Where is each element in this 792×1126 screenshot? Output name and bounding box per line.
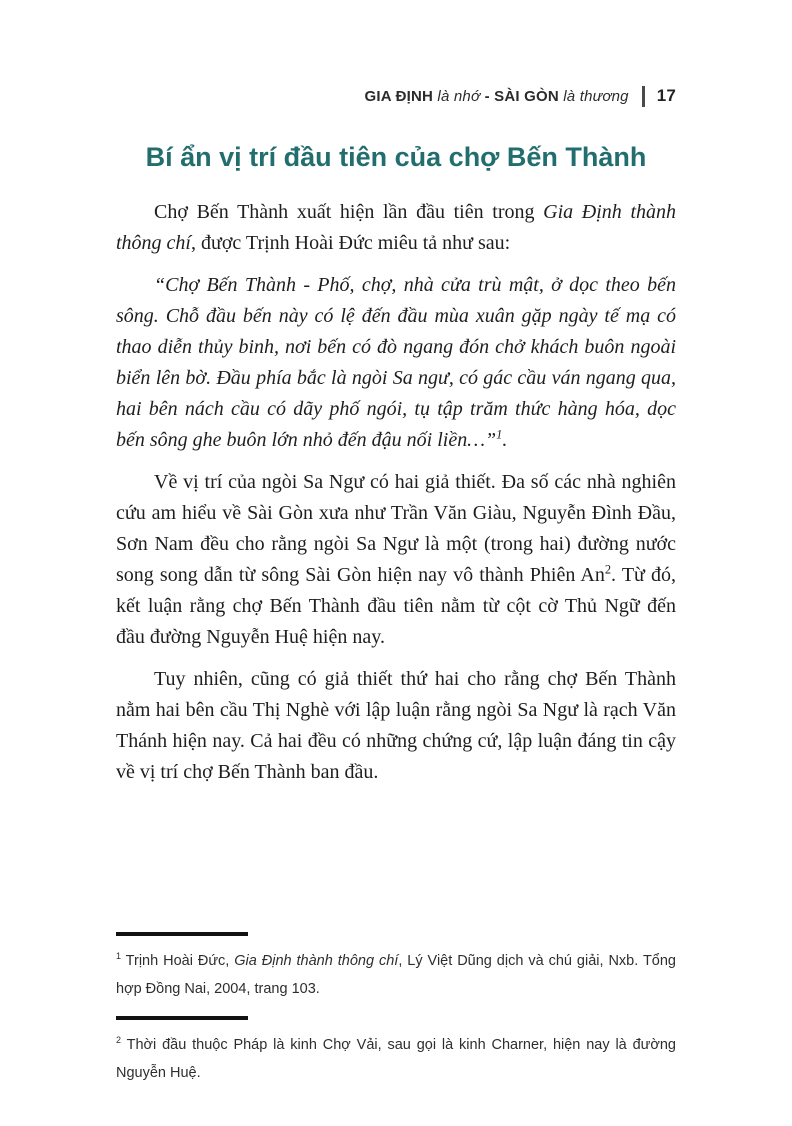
running-title: GIA ĐỊNH là nhớ - SÀI GÒN là thương xyxy=(364,87,629,105)
footnote-1: $^1$ Trịnh Hoài Đức, Gia Định thành thông chí, Lý Việt Dũng dịch và chú giải, Nxb. Tổng hợp Đồng Nai, 2004, trang 103. xyxy=(116,951,676,997)
header-divider xyxy=(642,86,645,107)
chapter-title: Bí ẩn vị trí đầu tiên của chợ Bến Thành xyxy=(145,142,647,172)
footnote-separator-rule-2 xyxy=(116,1016,248,1020)
paragraph-hypothesis-2: Tuy nhiên, cũng có giả thiết thứ hai cho rằng chợ Bến Thành nằm hai bên cầu Thị Nghè với lập luận rằng ngòi Sa Ngư là rạch Văn Thánh hiện nay. Cả hai đều có những chứng cứ, lập luận đáng tin cậy về vị trí chợ Bến Thành ban đầu. xyxy=(116,668,676,783)
paragraph-quote: “Chợ Bến Thành - Phố, chợ, nhà cửa trù mật, ở dọc theo bến sông. Chỗ đầu bến này có lệ đến đầu mùa xuân gặp ngày tế mạ có thao diễn thủy binh, nơi bến có đò ngang đón chở khách buôn ngoài biển lên bờ. Đầu phía bắc là ngòi Sa ngư, có gác cầu ván ngang qua, hai bên nách cầu có dãy phố ngói, tụ tập trăm thức hàng hóa, dọc bến sông ghe buôn lớn nhỏ đến đậu nối liền…”$^1$. xyxy=(116,274,676,451)
footnotes xyxy=(116,932,676,1100)
footnote-separator-rule-1 xyxy=(116,932,248,936)
running-header xyxy=(116,84,676,108)
paragraph-hypothesis-1: Về vị trí của ngòi Sa Ngư có hai giả thiết. Đa số các nhà nghiên cứu am hiểu về Sài Gòn xưa như Trần Văn Giàu, Nguyễn Đình Đầu, Sơn Nam đều cho rằng ngòi Sa Ngư là một (trong hai) đường nước song song dẫn từ sông Sài Gòn hiện nay vô thành Phiên An$^2$. Từ đó, kết luận rằng chợ Bến Thành đầu tiên nằm từ cột cờ Thủ Ngữ đến đầu đường Nguyễn Huệ hiện nay. xyxy=(116,471,677,648)
body-text xyxy=(116,197,676,788)
page-number: 17 xyxy=(656,86,676,105)
footnote-2: $^2$ Thời đầu thuộc Pháp là kinh Chợ Vải, sau gọi là kinh Charner, hiện nay là đường Nguyễn Huệ. xyxy=(116,1035,676,1081)
paragraph-intro: Chợ Bến Thành xuất hiện lần đầu tiên trong Gia Định thành thông chí, được Trịnh Hoài Đức miêu tả như sau: xyxy=(116,201,677,254)
